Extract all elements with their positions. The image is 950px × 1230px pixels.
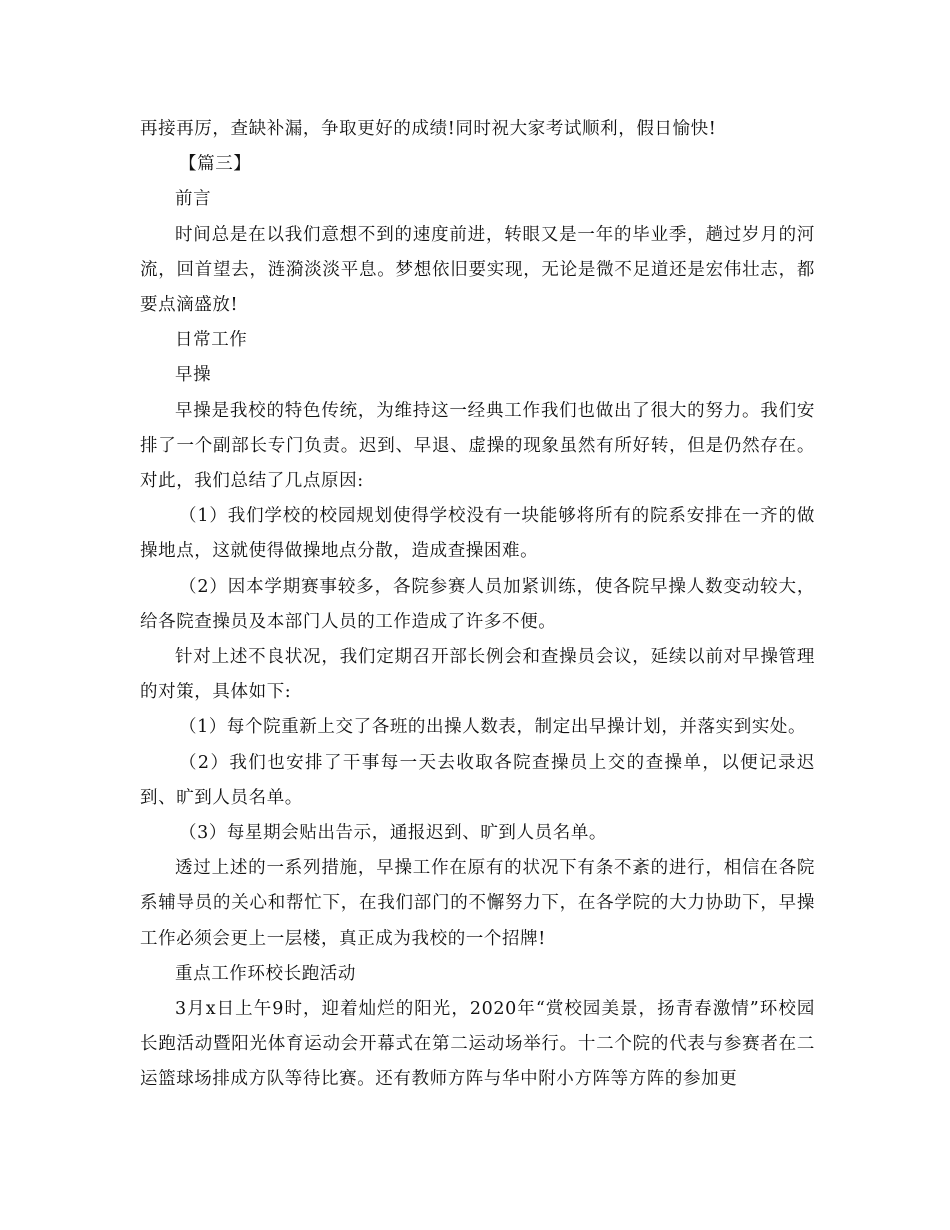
list-item-measure-3: （3）每星期会贴出告示，通报迟到、旷到人员名单。	[179, 823, 608, 844]
list-item-measure-2: （2）我们也安排了干事每一天去收取各院查操员上交的查操单，以便记录迟到、旷到人员名单。	[140, 752, 815, 808]
paragraph-1: 再接再厉，查缺补漏，争取更好的成绩!同时祝大家考试顺利，假日愉快!	[140, 119, 717, 139]
heading-daily-work: 日常工作	[175, 330, 248, 351]
list-item-reason-1: （1）我们学校的校园规划使得学校没有一块能够将所有的院系安排在一齐的做操地点，这就使得做操地点分散，造成查操困难。	[140, 506, 815, 562]
paragraph-morning-exercise: 早操是我校的特色传统，为维持这一经典工作我们也做出了很大的努力。我们安排了一个副部长专门负责。迟到、早退、虚操的现象虽然有所好转，但是仍然存在。对此，我们总结了几点原因:	[140, 400, 815, 492]
list-item-measure-1: （1）每个院重新上交了各班的出操人数表，制定出早操计划，并落实到实处。	[179, 717, 807, 738]
paragraph-outcome: 透过上述的一系列措施，早操工作在原有的状况下有条不紊的进行，相信在各院系辅导员的关心和帮忙下，在我们部门的不懈努力下，在各学院的大力协助下，早操工作必须会更上一层楼，真正成为我校的一个招牌!	[140, 858, 815, 949]
paragraph-countermeasures: 针对上述不良状况，我们定期召开部长例会和查操员会议，延续以前对早操管理的对策，具体如下:	[140, 647, 815, 703]
paragraph-running-event: 3月x日上午9时，迎着灿烂的阳光，2020年“赏校园美景，扬青春激情”环校园长跑活动暨阳光体育运动会开幕式在第二运动场举行。十二个院的代表与参赛者在二运篮球场排成方队等待比赛。还有教师方阵与华中附小方阵等方阵的参加更	[140, 999, 815, 1090]
heading-morning-exercise: 早操	[175, 365, 212, 386]
paragraph-preface: 时间总是在以我们意想不到的速度前进，转眼又是一年的毕业季，趟过岁月的河流，回首望去，涟漪淡淡平息。梦想依旧要实现，无论是微不足道还是宏伟壮志，都要点滴盛放!	[140, 224, 815, 316]
list-item-reason-2: （2）因本学期赛事较多，各院参赛人员加紧训练，使各院早操人数变动较大，给各院查操员及本部门人员的工作造成了许多不便。	[140, 576, 815, 632]
heading-preface: 前言	[175, 189, 212, 210]
heading-key-work: 重点工作环校长跑活动	[175, 963, 356, 984]
section-heading: 【篇三】	[179, 154, 252, 175]
document-body	[140, 112, 815, 1098]
